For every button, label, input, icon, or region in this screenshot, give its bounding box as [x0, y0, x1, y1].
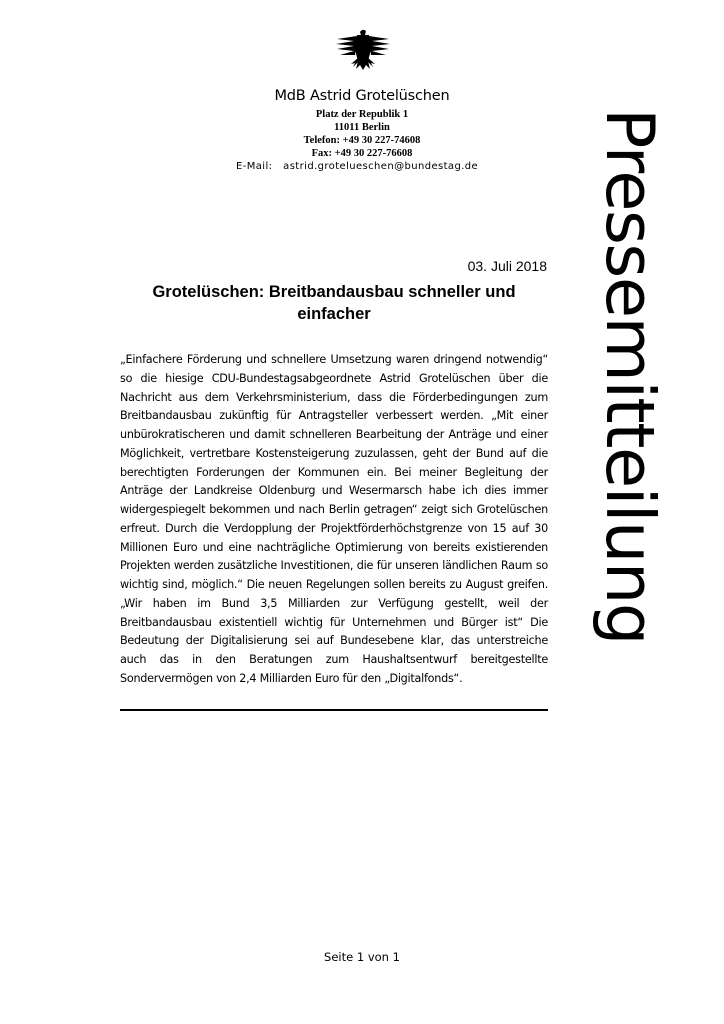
sender-city: 11011 Berlin: [334, 122, 390, 133]
press-release-headline: Grotelüschen: Breitbandausbau schneller und einfacher: [152, 283, 516, 323]
email-label: E-Mail:: [236, 161, 273, 172]
press-release-date: 03. Juli 2018: [467, 258, 547, 274]
press-release-body: „Einfachere Förderung und schnellere Umsetzung waren dringend notwendig“ so die hiesige CDU-Bundestagsabgeordnete Astrid Grotelüschen über die Nachricht aus dem Verkehrsministerium, dass die Förderbedingungen zum Breitbandausbau zukünftig für Antragsteller verbessert werden. „Mit einer unbürokratischeren und damit schnelleren Bearbeitung der Anträge und einer Möglichkeit, vertretbare Kostensteigerung zuzulassen, geht der Bund auf die berechtigten Forderungen der Kommunen ein. Bei meiner Begleitung der Anträge der Landkreise Oldenburg und Wesermarsch habe ich dies immer widergespiegelt bekommen und nach Berlin getragen“ zeigt sich Grotelüschen erfreut. Durch die Verdopplung der Projektförderhöchstgrenze von 15 auf 30 Millionen Euro und eine nachträgliche Optimierung von bereits existierenden Projekten werden zusätzliche Investitionen, die für unseren ländlichen Raum so wichtig sind, möglich.“ Die neuen Regelungen sollen bereits zu August greifen. „Wir haben im Bund 3,5 Milliarden zur Verfügung gestellt, weil der Breitbandausbau existentiell wichtig für Unternehmen und Bürger ist“ Die Bedeutung der Digitalisierung sei auf Bundesebene klar, das unterstreiche auch das in den Beratungen zum Haushaltsentwurf bereitgestellte Sondervermögen von 2,4 Milliarden Euro für den „Digitalfonds“.: [120, 353, 548, 685]
page-number: Seite 1 von 1: [324, 950, 400, 964]
divider-line: [120, 709, 548, 711]
sender-name: MdB Astrid Grotelüschen: [274, 88, 450, 104]
email-address: astrid.grotelueschen@bundestag.de: [283, 161, 479, 172]
document-type-title: Pressemitteilung: [591, 108, 669, 644]
sender-email-line: [236, 160, 536, 173]
sender-fax: Fax: +49 30 227-76608: [311, 148, 413, 159]
sender-street: Platz der Republik 1: [315, 109, 409, 120]
sender-phone: Telefon: +49 30 227-74608: [303, 135, 421, 146]
federal-eagle-icon: [334, 28, 392, 72]
